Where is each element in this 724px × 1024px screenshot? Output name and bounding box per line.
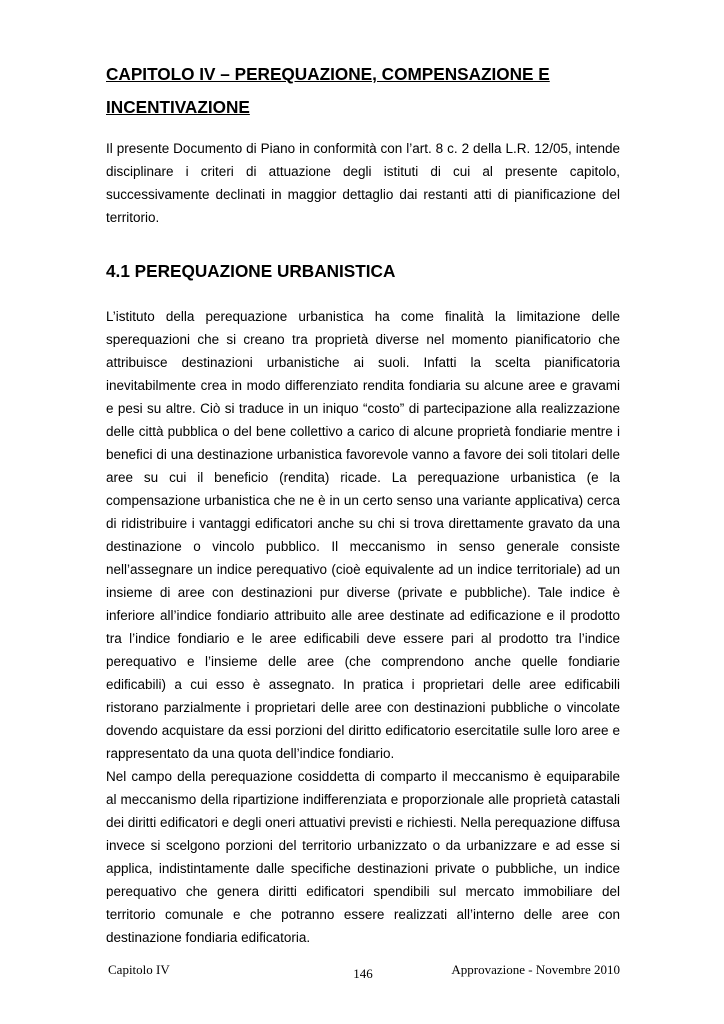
section-paragraph-2: Nel campo della perequazione cosiddetta di comparto il meccanismo è equiparabile al meccanismo della ripartizione indifferenziata e proporzionale alle proprietà catastali dei diritti edificatori e degli oneri attuativi previsti e richiesti. Nella perequazione diffusa invece si scelgono porzioni del territorio urbanizzato o da urbanizzare e ad esse si applica, indistintamente dalle specifiche destinazioni private o pubbliche, un indice perequativo che genera diritti edificatori spendibili sul mercato immobiliare del territorio comunale e che potranno essere realizzati all’interno delle aree con destinazione fondiaria edificatoria. [106,769,620,945]
chapter-title: CAPITOLO IV – PEREQUAZIONE, COMPENSAZIONE E INCENTIVAZIONE [106,64,550,117]
page-footer [106,962,620,982]
section-paragraph-1: L’istituto della perequazione urbanistica ha come finalità la limitazione delle sperequazioni che si creano tra proprietà diverse nel momento pianificatorio che attribuisce destinazioni urbanistiche ai suoli. Infatti la scelta pianificatoria inevitabilmente crea in modo differenziato rendita fondiaria su alcune aree e gravami e pesi su altre. Ciò si traduce in un iniquo “costo” di partecipazione alla realizzazione delle città pubblica o del bene collettivo a carico di alcune proprietà fondiarie mentre i benefici di una destinazione urbanistica favorevole vanno a favore dei soli titolari delle aree su cui il beneficio (rendita) ricade. La perequazione urbanistica (e la compensazione urbanistica che ne è in un certo senso una variante applicativa) cerca di ridistribuire i vantaggi edificatori anche su chi si trova direttamente gravato da una destinazione o vincolo pubblico. Il meccanismo in senso generale consiste nell’assegnare un indice perequativo (cioè equivalente ad un indice territoriale) ad un insieme di aree con destinazioni pur diverse (private e pubbliche). Tale indice è inferiore all’indice fondiario attribuito alle aree destinate ad edificazione e il prodotto tra l’indice fondiario e le aree edificabili deve essere pari al prodotto tra l’indice perequativo e l’insieme delle aree (che comprendono anche quelle fondiarie edificabili) a cui esso è assegnato. In pratica i proprietari delle aree edificabili ristorano parzialmente i proprietari delle aree con destinazioni pubbliche o vincolate dovendo acquistare da essi porzioni del diritto edificatorio esercitatile sulle loro aree e rappresentato da una quota dell’indice fondiario. [106,309,620,761]
page-number: 146 [353,966,373,981]
footer-chapter-label: Capitolo IV [108,962,170,977]
page-content [106,58,620,949]
intro-paragraph: Il presente Documento di Piano in conformità con l’art. 8 c. 2 della L.R. 12/05, intende disciplinare i criteri di attuazione degli istituti di cui al presente capitolo, successivamente declinati in maggior dettaglio dai restanti atti di pianificazione del territorio. [106,141,620,225]
section-title: 4.1 PEREQUAZIONE URBANISTICA [106,261,396,281]
footer-date-label: Approvazione - Novembre 2010 [451,962,620,977]
